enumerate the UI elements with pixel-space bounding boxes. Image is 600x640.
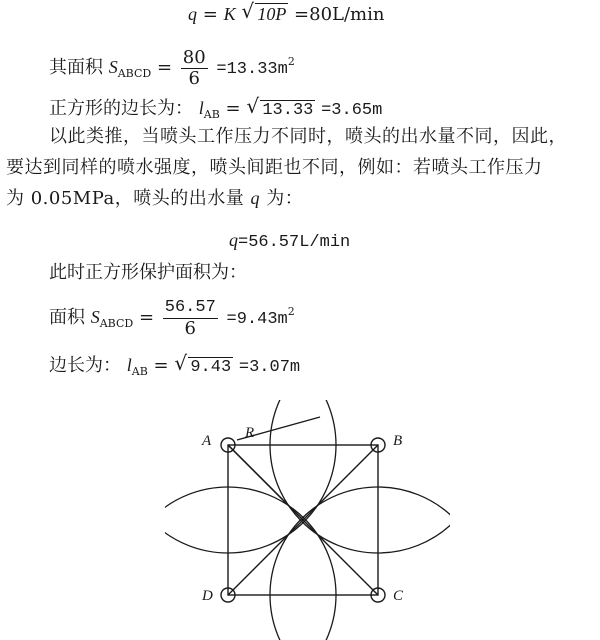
denominator: 6 xyxy=(184,317,196,339)
subscript: ABCD xyxy=(99,317,134,330)
label-r: R xyxy=(245,425,255,441)
variable-q: q xyxy=(188,4,197,24)
radicand: 9.43 xyxy=(190,358,232,377)
variable-s: S xyxy=(90,307,100,327)
radical-sign: √ xyxy=(241,0,255,23)
area-label: 其面积 xyxy=(49,57,103,78)
equals-sign: = xyxy=(156,57,173,78)
superscript: 2 xyxy=(287,305,295,318)
equals-sign: = xyxy=(202,4,218,25)
label-b: B xyxy=(393,433,403,449)
equals-sign: = xyxy=(225,98,241,119)
radical-sign: √ xyxy=(174,351,188,375)
result-value: =3.07m xyxy=(238,358,301,377)
label-d: D xyxy=(202,588,213,604)
result-value: =3.65m xyxy=(321,101,383,120)
side-label: 边长为： xyxy=(49,355,121,376)
denominator: 6 xyxy=(188,67,200,89)
subscript: AB xyxy=(131,365,148,378)
paragraph-line-2: 要达到同样的喷水强度，喷头间距也不同，例如：若喷头工作压力 xyxy=(6,157,543,178)
radicand: 10P xyxy=(257,4,287,24)
numerator: 56.57 xyxy=(164,297,216,317)
variable-l: l xyxy=(126,355,132,375)
result-value: =80L/min xyxy=(294,4,385,25)
paragraph-text: 为 0.05MPa，喷头的出水量 xyxy=(6,188,251,209)
radius-a-center xyxy=(228,445,303,520)
area-label: 面积 xyxy=(49,307,85,328)
protect-area-text: 此时正方形保护面积为： xyxy=(49,262,247,283)
variable-k: K xyxy=(223,4,236,24)
radicand: 13.33 xyxy=(262,101,314,120)
variable-q: q xyxy=(229,230,238,250)
result-value: =56.57L/min xyxy=(238,233,351,252)
subscript: ABCD xyxy=(117,67,152,80)
result-value: =9.43m xyxy=(226,310,288,329)
side-label: 正方形的边长为： xyxy=(49,98,193,119)
radical-sign: √ xyxy=(246,94,260,118)
variable-s: S xyxy=(108,57,118,77)
paragraph-line-1: 以此类推，当喷头工作压力不同时，喷头的出水量不同，因此， xyxy=(49,126,567,147)
label-a: A xyxy=(202,433,212,449)
paragraph-text: 为： xyxy=(260,188,304,209)
label-c: C xyxy=(393,588,404,604)
superscript: 2 xyxy=(287,55,295,68)
result-value: =13.33m xyxy=(216,60,288,79)
subscript: AB xyxy=(203,108,220,121)
equals-sign: = xyxy=(153,355,169,376)
variable-q: q xyxy=(250,188,260,208)
equals-sign: = xyxy=(138,307,155,328)
variable-l: l xyxy=(198,98,204,118)
numerator: 80 xyxy=(182,46,206,68)
